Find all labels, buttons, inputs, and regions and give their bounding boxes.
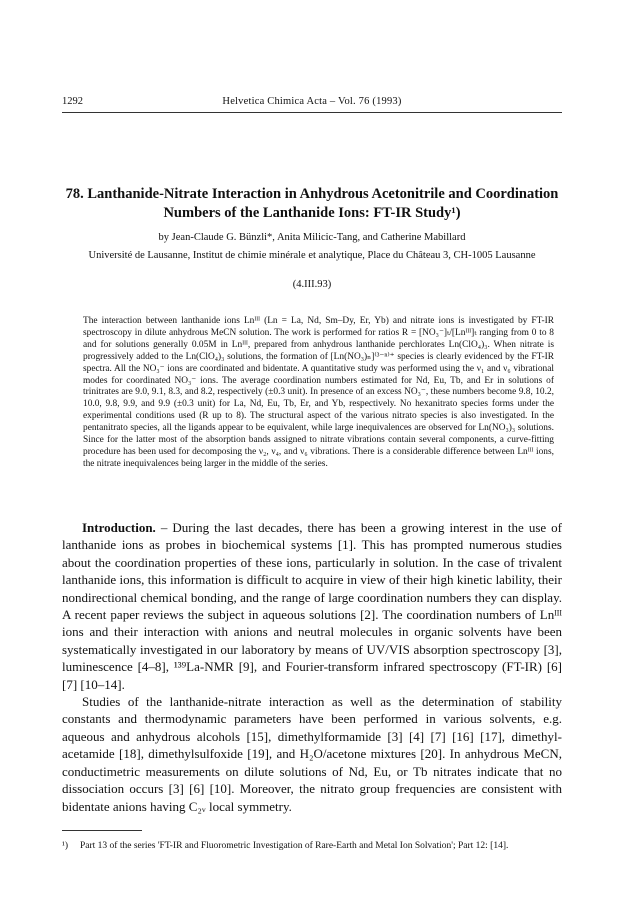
article-authors: by Jean-Claude G. Bünzli*, Anita Milicic-Tang, and Catherine Mabillard <box>158 232 466 243</box>
introduction-paragraph-1-text: – During the last decades, there has been a growing interest in the use of lanthanide ions as probes in biochemical systems [1]. This has prompted numerous studies about the coordination properties of these ions, particularly in solution. In the case of trivalent lanthanide ions, this information is difficult to acquire in view of their high kinetic lability, their nondirectional chemical bonding, and the range of large coordination numbers they can display. A recent paper reviews the subject in aqueous solutions [2]. The coordination numbers of Lnᴵᴵᴵ ions and their interaction with anions and neutral molecules in organic solvents have been systematically investigated in our laboratory by means of UV/VIS absorption spectroscopy [3], luminescence [4–8], ¹³⁹La-NMR [9], and Fourier-transform infrared spectroscopy (FT-IR) [6] [7] [10–14]. <box>62 520 562 692</box>
running-header <box>62 96 562 113</box>
page-number: 1292 <box>62 96 83 107</box>
introduction-section <box>62 519 562 815</box>
received-date: (4.III.93) <box>292 279 332 290</box>
introduction-paragraph-2: Studies of the lanthanide-nitrate interaction as well as the determination of stability constants and thermodynamic parameters have been performed in various solvents, e.g. aqueous and anhydrous alcohols [15], dimethylformamide [3] [4] [7] [16] [17], dimethyl-acetamide [18], dimethylsulfoxide [19], and H₂O/acetone mixtures [20]. In anhydrous MeCN, conductimetric measurements on dilute solutions of Nd, Eu, or Tb nitrates indicate that no dissociation occurs [3] [6] [10]. Moreover, the nitrato group frequencies are consistent with bidentate anions having C₂ᵥ local symmetry. <box>62 694 562 814</box>
article-title: 78. Lanthanide-Nitrate Interaction in Anhydrous Acetonitrile and Coordination Numbers of the Lanthanide Ions: FT-IR Study¹) <box>65 186 559 221</box>
journal-title: Helvetica Chimica Acta – Vol. 76 (1993) <box>222 96 402 107</box>
abstract <box>83 316 554 471</box>
footnote-mark: ¹) <box>62 841 69 851</box>
footnote <box>62 840 562 852</box>
article-affiliation: Université de Lausanne, Institut de chimie minérale et analytique, Place du Château 3, CH-1005 Lausanne <box>88 250 536 261</box>
introduction-heading: Introduction. <box>82 520 156 535</box>
footnote-text: Part 13 of the series 'FT-IR and Fluorometric Investigation of Rare-Earth and Metal Ion Solvation'; Part 12: [14]. <box>80 841 509 851</box>
footnote-divider <box>62 830 142 831</box>
abstract-text: The interaction between lanthanide ions Lnᴵᴵᴵ (Ln = La, Nd, Sm–Dy, Er, Yb) and nitrate ions is investigated by FT-IR spectroscopy in dilute anhydrous MeCN solution. The work is performed for ratios R = [NO₃⁻]ₜ/[Lnᴵᴵᴵ]ₜ ranging from 0 to 8 and for solutions generally 0.05M in Lnᴵᴵᴵ, prepared from anhydrous lanthanide perchlorates Ln(ClO₄)₃. When nitrate is progressively added to the Ln(ClO₄)₃ solutions, the formation of [Ln(NO₃)ₙ]⁽³⁻ⁿ⁾⁺ species is clearly evidenced by the FT-IR spectra. All the NO₃⁻ ions are coordinated and bidentate. A quantitative study was performed using the ν₁ and ν₆ vibrational modes for coordinated NO₃⁻ ions. The average coordination numbers estimated for Nd, Eu, Tb, and Er in solutions of trinitrates are 9.0, 9.1, 8.3, and 8.2, respectively (±0.3 unit). In presence of an excess NO₃⁻, these numbers become 9.8, 10.2, 10.0, 9.8, 9.9, and 9.9 (±0.3 unit) for La, Nd, Eu, Tb, Er, and Yb, respectively. No hexanitrato species forms under the experimental conditions used (R up to 8). The structural aspect of the various nitrato species is also investigated. In the pentanitrato species, all the ligands appear to be equivalent, while large inequivalences are observed for Ln(NO₃)₃ solutions. Since for the latter most of the absorption bands assigned to nitrate vibrations contain several components, a curve-fitting procedure has been used for decomposing the ν₂, ν₄, and ν₆ vibrations. There is a considerable difference between Lnᴵᴵᴵ ions, the nitrate inequivalences being larger in the middle of the series. <box>83 316 554 469</box>
introduction-paragraph-1 <box>62 519 562 693</box>
